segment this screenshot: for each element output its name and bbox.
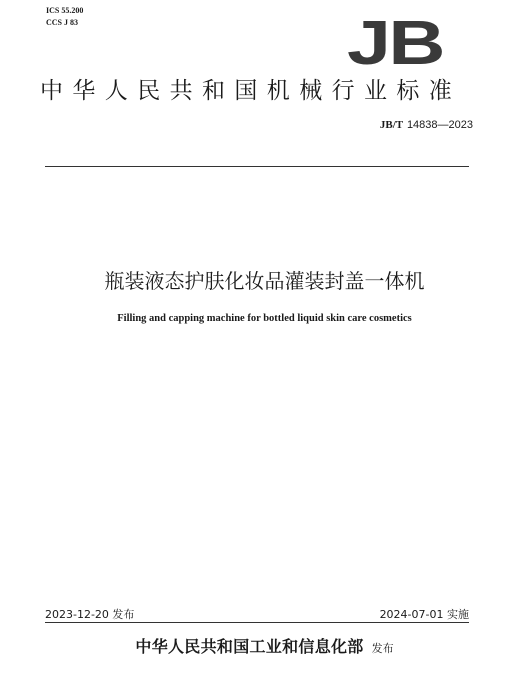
standard-number xyxy=(380,118,473,131)
bottom-divider xyxy=(45,622,469,623)
issuer-organization: 中华人民共和国工业和信息化部 xyxy=(135,637,364,656)
classification-codes xyxy=(46,5,83,29)
issue-date: 2023-12-20 发布 xyxy=(45,608,135,621)
ics-code: ICS 55.200 xyxy=(46,6,84,15)
standard-number-value: 14838—2023 xyxy=(406,119,473,131)
jb-logo xyxy=(345,14,445,70)
standard-prefix: JB/T xyxy=(379,119,404,131)
ccs-code: CCS J 83 xyxy=(46,18,79,27)
document-title-english: Filling and capping machine for bottled liquid skin care cosmetics xyxy=(117,313,412,324)
document-title-chinese: 瓶装液态护肤化妆品灌装封盖一体机 xyxy=(104,269,425,293)
top-divider xyxy=(45,166,469,167)
standard-category: 中华人民共和国机械行业标准 xyxy=(40,78,462,104)
issuer xyxy=(0,634,529,657)
logo-text: JB xyxy=(347,14,443,70)
implementation-date: 2024-07-01 实施 xyxy=(379,608,469,621)
issuer-suffix: 发布 xyxy=(371,642,394,655)
